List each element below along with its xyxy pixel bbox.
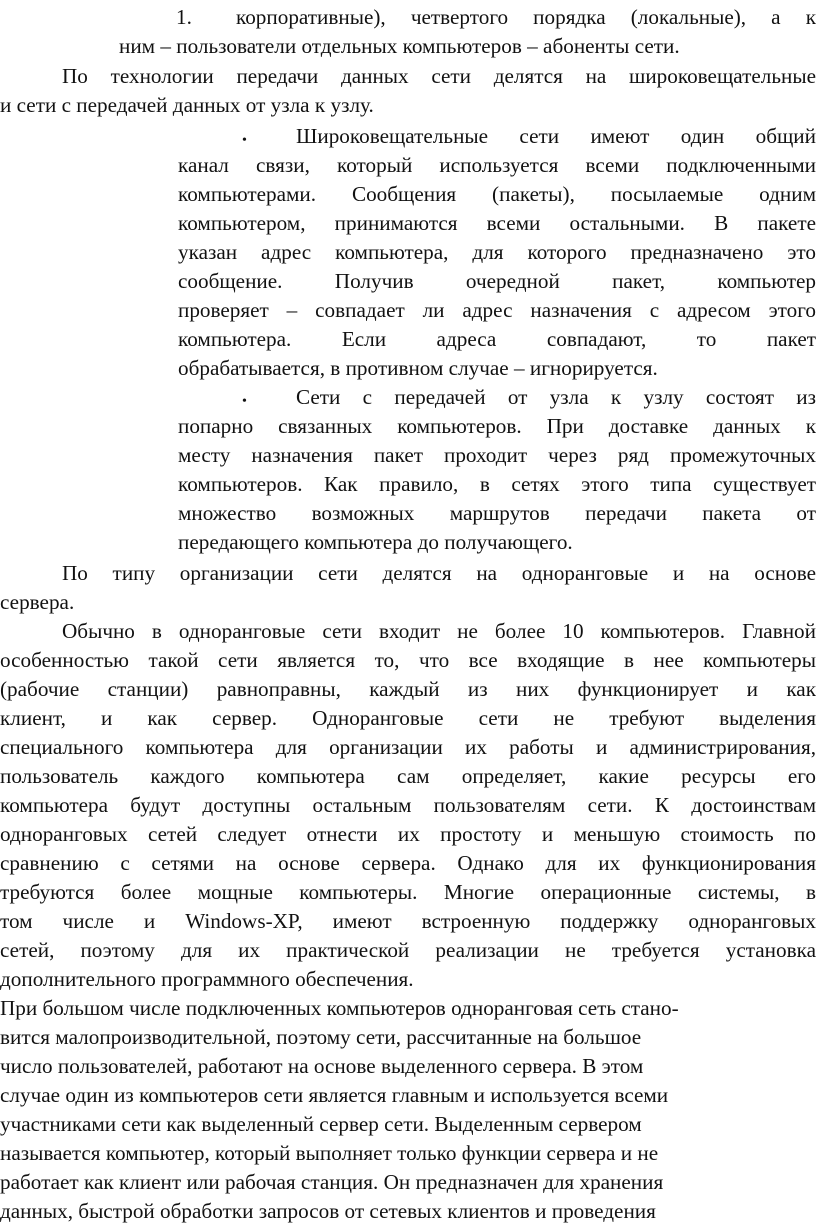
- paragraph-peer-line: том числе и Windows-XP, имеют встроенную поддержку одноранговых: [0, 909, 816, 933]
- bullet-broadcast-line: сообщение. Получив очередной пакет, компьютер: [178, 269, 816, 293]
- paragraph-peer-line: Обычно в одноранговые сети входит не более 10 компьютеров. Главной: [62, 619, 816, 643]
- bullet-broadcast-line: обрабатывается, в противном случае – игнорируется.: [178, 356, 658, 380]
- bullet-broadcast-line: указан адрес компьютера, для которого предназначено это: [178, 240, 816, 264]
- paragraph-peer-line: сетей, поэтому для их практической реализации не требуется установка: [0, 938, 816, 962]
- list-item-line-2: ним – пользователи отдельных компьютеров – абоненты сети.: [119, 34, 680, 58]
- paragraph-peer-line: пользователь каждого компьютера сам определяет, какие ресурсы его: [0, 764, 816, 788]
- paragraph-server-line: вится малопроизводительной, поэтому сети, рассчитанные на большое: [0, 1025, 642, 1049]
- paragraph-server-line: При большом числе подключенных компьютеров одноранговая сеть стано-: [0, 996, 679, 1020]
- paragraph-peer-line: компьютера будут доступны остальным пользователям сети. К достоинствам: [0, 793, 816, 817]
- paragraph-peer-line: (рабочие станции) равноправны, каждый из них функционирует и как: [0, 677, 816, 701]
- paragraph-organization-line-1: По типу организации сети делятся на одноранговые и на основе: [62, 561, 816, 585]
- paragraph-peer-line: специального компьютера для организации их работы и администрирования,: [0, 735, 816, 759]
- bullet-p2p-line: попарно связанных компьютеров. При доставке данных к: [178, 414, 816, 438]
- bullet-icon: •: [242, 133, 247, 148]
- paragraph-peer-line: требуются более мощные компьютеры. Многие операционные системы, в: [0, 880, 816, 904]
- paragraph-server-line: работает как клиент или рабочая станция. Он предназначен для хранения: [0, 1170, 664, 1194]
- list-number: 1.: [176, 5, 192, 29]
- paragraph-peer-line: дополнительного программного обеспечения.: [0, 967, 414, 991]
- list-item-line-1: корпоративные), четвертого порядка (локальные), а к: [236, 5, 816, 29]
- paragraph-technology-line-1: По технологии передачи данных сети делятся на широковещательные: [62, 64, 816, 88]
- paragraph-peer-line: одноранговых сетей следует отнести их простоту и меньшую стоимость по: [0, 822, 816, 846]
- bullet-broadcast-line: проверяет – совпадает ли адрес назначения с адресом этого: [178, 298, 816, 322]
- paragraph-server-line: участниками сети как выделенный сервер сети. Выделенным сервером: [0, 1112, 642, 1136]
- bullet-icon: •: [242, 394, 247, 409]
- paragraph-server-line: случае один из компьютеров сети является главным и используется всеми: [0, 1083, 669, 1107]
- bullet-broadcast-line: компьютером, принимаются всеми остальными. В пакете: [178, 211, 816, 235]
- bullet-broadcast-line: канал связи, который используется всеми подключенными: [178, 153, 816, 177]
- paragraph-peer-line: особенностью такой сети является то, что все входящие в нее компьютеры: [0, 648, 816, 672]
- paragraph-organization-line-2: сервера.: [0, 590, 75, 614]
- paragraph-server-line: число пользователей, работают на основе выделенного сервера. В этом: [0, 1054, 644, 1078]
- paragraph-peer-line: клиент, и как сервер. Одноранговые сети не требуют выделения: [0, 706, 816, 730]
- paragraph-peer-line: сравнению с сетями на основе сервера. Однако для их функционирования: [0, 851, 816, 875]
- bullet-broadcast-line: Широковещательные сети имеют один общий: [296, 124, 816, 148]
- bullet-broadcast-line: компьютера. Если адреса совпадают, то пакет: [178, 327, 816, 351]
- bullet-p2p-line: компьютеров. Как правило, в сетях этого типа существует: [178, 472, 816, 496]
- bullet-p2p-line: месту назначения пакет проходит через ряд промежуточных: [178, 443, 816, 467]
- paragraph-server-line: называется компьютер, который выполняет только функции сервера и не: [0, 1141, 659, 1165]
- bullet-p2p-line: передающего компьютера до получающего.: [178, 530, 573, 554]
- paragraph-server-line: данных, быстрой обработки запросов от сетевых клиентов и проведения: [0, 1199, 656, 1223]
- bullet-broadcast-line: компьютерами. Сообщения (пакеты), посылаемые одним: [178, 182, 816, 206]
- paragraph-technology-line-2: и сети с передачей данных от узла к узлу.: [0, 93, 374, 117]
- bullet-p2p-line: множество возможных маршрутов передачи пакета от: [178, 501, 816, 525]
- bullet-p2p-line: Сети с передачей от узла к узлу состоят из: [296, 385, 816, 409]
